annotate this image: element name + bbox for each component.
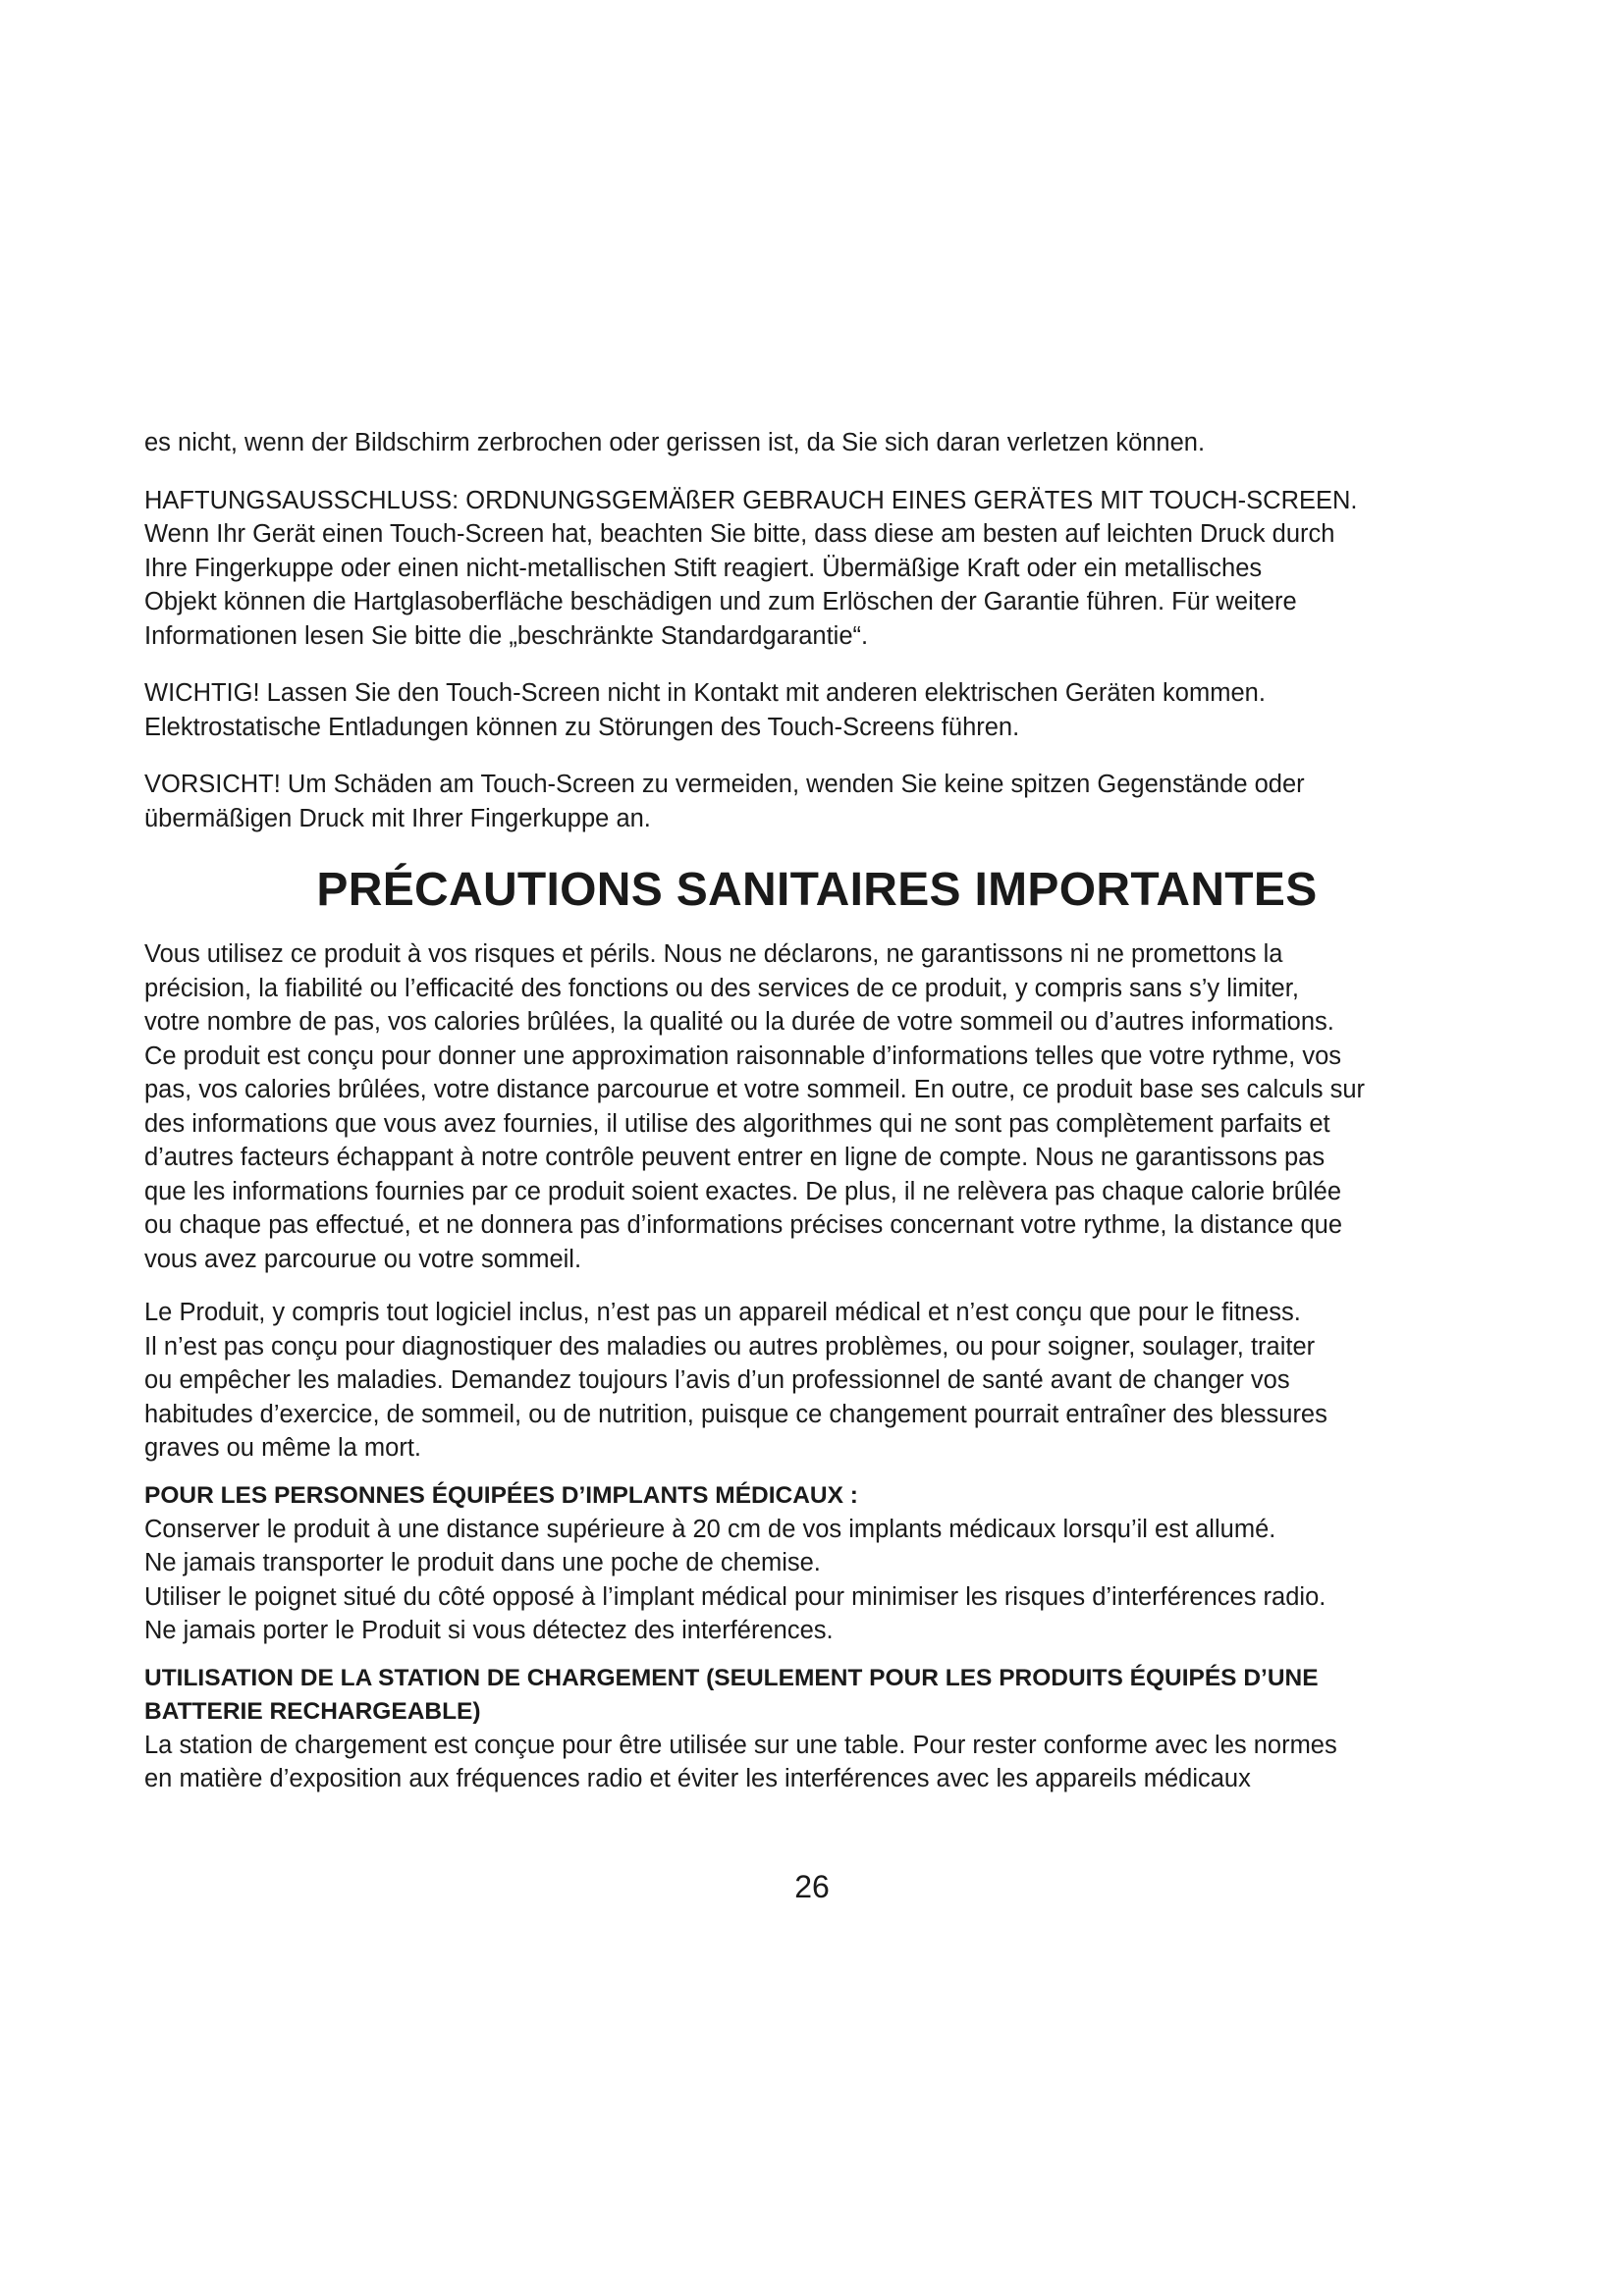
paragraph-line: en matière d’exposition aux fréquences radio et éviter les interférences avec les appareils médicaux (144, 1765, 1251, 1792)
implants-paragraph (144, 1513, 1489, 1648)
paragraph-line: Elektrostatische Entladungen können zu Störungen des Touch-Screens führen. (144, 713, 1020, 741)
paragraph-line: vous avez parcourue ou votre sommeil. (144, 1245, 582, 1273)
paragraph-line: Utiliser le poignet situé du côté opposé à l’implant médical pour minimiser les risques d’interférences radio. (144, 1582, 1326, 1611)
paragraph-line: Vous utilisez ce produit à vos risques et périls. Nous ne déclarons, ne garantissons ni ne promettons la (144, 940, 1283, 968)
heading-line: UTILISATION DE LA STATION DE CHARGEMENT (SEULEMENT POUR LES PRODUITS ÉQUIPÉS D’UNE (144, 1664, 1319, 1691)
paragraph-line: ou empêcher les maladies. Demandez toujours l’avis d’un professionnel de santé avant de changer vos (144, 1366, 1290, 1394)
paragraph-line: des informations que vous avez fournies, il utilise des algorithmes qui ne sont pas complètement parfaits et (144, 1109, 1330, 1138)
paragraph-line: Il n’est pas conçu pour diagnostiquer des maladies ou autres problèmes, ou pour soigner, soulager, traiter (144, 1332, 1316, 1361)
paragraph-line: La station de chargement est conçue pour être utilisée sur une table. Pour rester conforme avec les normes (144, 1731, 1337, 1759)
paragraph-line: HAFTUNGSAUSSCHLUSS: ORDNUNGSGEMÄßER GEBRAUCH EINES GERÄTES MIT TOUCH-SCREEN. (144, 486, 1358, 514)
paragraph-line: votre nombre de pas, vos calories brûlées, la qualité ou la durée de votre sommeil ou d’autres informations. (144, 1008, 1334, 1036)
fitness-paragraph (144, 1296, 1489, 1466)
paragraph-line: précision, la fiabilité ou l’efficacité des fonctions ou des services de ce produit, y compris sans s’y limiter, (144, 974, 1299, 1002)
paragraph-line: d’autres facteurs échappant à notre contrôle peuvent entrer en ligne de compte. Nous ne garantissons pas (144, 1144, 1326, 1171)
intro-line: es nicht, wenn der Bildschirm zerbrochen oder gerissen ist, da Sie sich daran verletzen können. (144, 429, 1206, 456)
paragraph-line: VORSICHT! Um Schäden am Touch-Screen zu vermeiden, wenden Sie keine spitzen Gegenstände oder (144, 771, 1305, 798)
paragraph-line: Ce produit est conçu pour donner une approximation raisonnable d’informations telles que votre rythme, vos (144, 1041, 1342, 1070)
intro-paragraph (144, 426, 1489, 460)
paragraph-line: graves ou même la mort. (144, 1434, 422, 1462)
paragraph-line: ou chaque pas effectué, et ne donnera pas d’informations précises concernant votre rythme, la distance que (144, 1211, 1343, 1239)
implants-heading: POUR LES PERSONNES ÉQUIPÉES D’IMPLANTS MÉDICAUX : (144, 1481, 858, 1509)
paragraph-line: übermäßigen Druck mit Ihrer Fingerkuppe an. (144, 804, 651, 832)
section-heading: PRÉCAUTIONS SANITAIRES IMPORTANTES (316, 864, 1318, 916)
paragraph-line: Conserver le produit à une distance supérieure à 20 cm de vos implants médicaux lorsqu’il est allumé. (144, 1515, 1276, 1543)
paragraph-line: Wenn Ihr Gerät einen Touch-Screen hat, beachten Sie bitte, dass diese am besten auf leichten Druck durch (144, 520, 1335, 548)
paragraph-line: Objekt können die Hartglasoberfläche beschädigen und zum Erlöschen der Garantie führen. Für weitere (144, 588, 1297, 615)
important-paragraph (144, 676, 1489, 744)
risk-paragraph (144, 937, 1489, 1276)
paragraph-line: Ne jamais porter le Produit si vous détectez des interférences. (144, 1617, 834, 1644)
heading-line: BATTERIE RECHARGEABLE) (144, 1697, 481, 1725)
paragraph-line: Ne jamais transporter le produit dans une poche de chemise. (144, 1549, 821, 1576)
disclaimer-paragraph (144, 484, 1489, 654)
charging-paragraph (144, 1729, 1489, 1796)
page-content (144, 426, 1489, 1796)
charging-heading (144, 1662, 1489, 1729)
paragraph-line: Informationen lesen Sie bitte die „beschränkte Standardgarantie“. (144, 621, 869, 650)
page-number: 26 (794, 1869, 830, 1904)
paragraph-line: WICHTIG! Lassen Sie den Touch-Screen nicht in Kontakt mit anderen elektrischen Geräten kommen. (144, 679, 1266, 707)
paragraph-line: Le Produit, y compris tout logiciel inclus, n’est pas un appareil médical et n’est conçu que pour le fitness. (144, 1299, 1301, 1326)
paragraph-line: habitudes d’exercice, de sommeil, ou de nutrition, puisque ce changement pourrait entraîner des blessures (144, 1400, 1327, 1428)
paragraph-line: Ihre Fingerkuppe oder einen nicht-metallischen Stift reagiert. Übermäßige Kraft oder ein metallisches (144, 554, 1263, 582)
paragraph-line: que les informations fournies par ce produit soient exactes. De plus, il ne relèvera pas chaque calorie brûlée (144, 1177, 1342, 1205)
paragraph-line: pas, vos calories brûlées, votre distance parcourue et votre sommeil. En outre, ce produit base ses calculs sur (144, 1076, 1366, 1103)
caution-paragraph (144, 768, 1489, 835)
